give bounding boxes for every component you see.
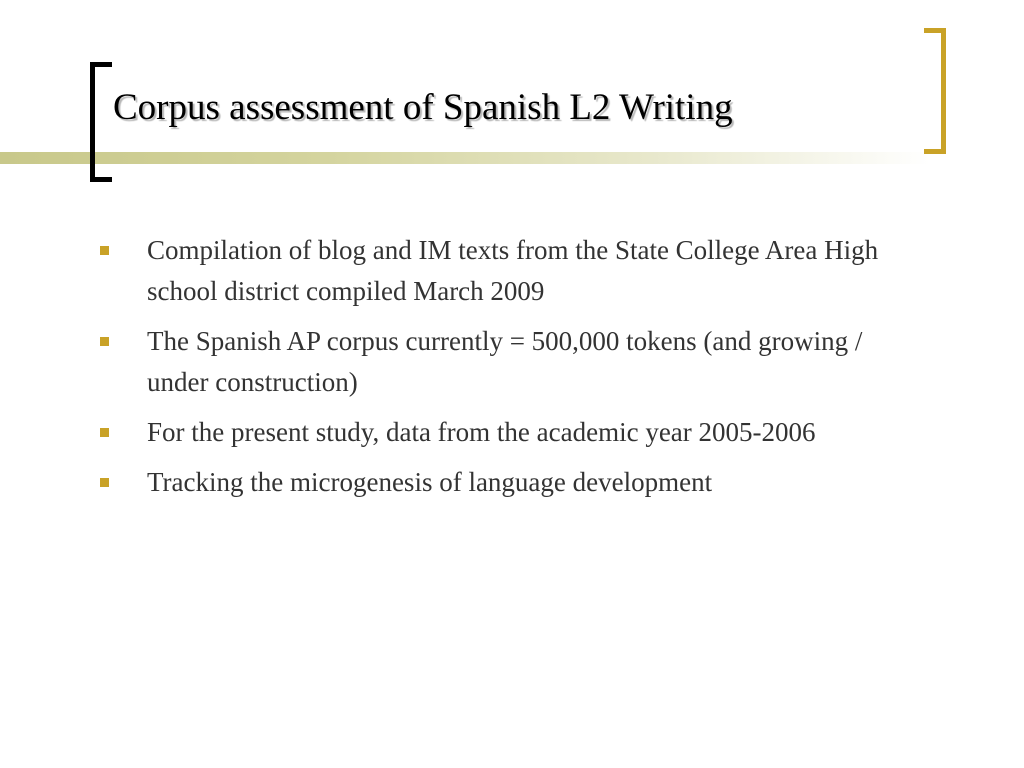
bullet-text: The Spanish AP corpus currently = 500,000 tokens (and growing / under construction) [147,326,863,397]
bullet-item [98,321,918,403]
bullet-square-icon [100,428,109,437]
bullet-square-icon [100,478,109,487]
bullet-item [98,412,918,453]
bullet-text: Tracking the microgenesis of language development [147,467,713,497]
slide-title: Corpus assessment of Spanish L2 Writing [113,87,733,128]
bullet-text: For the present study, data from the academic year 2005-2006 [147,417,816,447]
bullet-item [98,462,918,503]
left-bracket-decoration [90,62,112,182]
bullet-square-icon [100,337,109,346]
title-underline-bar [0,152,930,164]
bullet-text: Compilation of blog and IM texts from the State College Area High school district compiled March 2009 [147,235,879,306]
bullet-square-icon [100,246,109,255]
bullet-list [98,230,918,512]
right-bracket-decoration [924,28,946,154]
bullet-item [98,230,918,312]
